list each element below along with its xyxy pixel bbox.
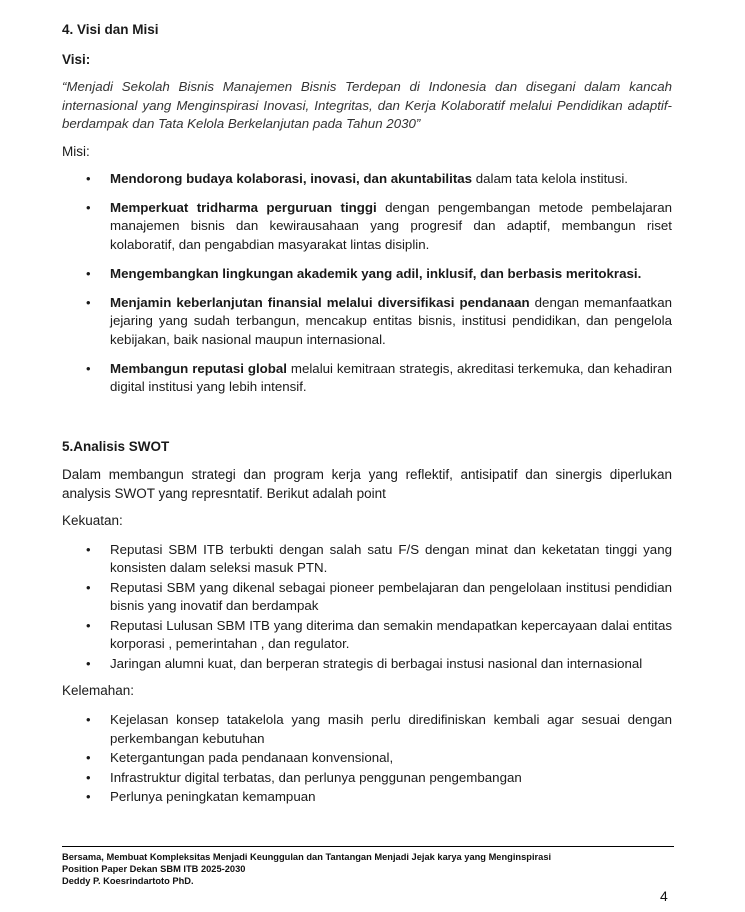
kekuatan-label: Kekuatan: — [62, 512, 123, 528]
visi-label: Visi: — [62, 52, 91, 67]
misi-item-bold: Mendorong budaya kolaborasi, inovasi, dan akuntabilitas — [110, 170, 473, 186]
kekuatan-list — [62, 541, 672, 674]
page-content — [62, 18, 672, 808]
bullet-icon: • — [86, 712, 91, 727]
bullet-icon: • — [86, 170, 91, 186]
misi-item — [62, 265, 672, 284]
misi-item-bold: Mengembangkan lingkungan akademik yang adil, inklusif, dan berbasis meritokrasi. — [110, 265, 642, 281]
kekuatan-item-text: Reputasi SBM yang dikenal sebagai pioneer pembelajaran dan pengelolaan institusi pendidian bisnis yang inovatif dan berdampak — [110, 579, 672, 613]
kelemahan-item-text: Kejelasan konsep tatakelola yang masih perlu diredifiniskan kembali agar sesuai dengan perkembangan kebutuhan — [110, 712, 672, 746]
bullet-icon: • — [86, 360, 91, 376]
kekuatan-item — [62, 579, 672, 616]
kelemahan-item — [62, 788, 672, 807]
bullet-icon: • — [86, 617, 91, 633]
footer-doc-title: Position Paper Dekan SBM ITB 2025-2030 — [62, 864, 246, 874]
kelemahan-item-text: Infrastruktur digital terbatas, dan perlunya penggunan pengembangan — [110, 769, 522, 785]
bullet-icon: • — [86, 265, 91, 281]
misi-item-bold: Memperkuat tridharma perguruan tinggi — [110, 199, 377, 215]
kelemahan-item-text: Ketergantungan pada pendanaan konvensional, — [110, 750, 394, 765]
misi-item — [62, 294, 672, 350]
page-number: 4 — [660, 888, 668, 904]
misi-item-bold: Membangun reputasi global — [110, 360, 287, 376]
bullet-icon: • — [86, 541, 91, 557]
kelemahan-item — [62, 711, 672, 748]
misi-item-bold: Menjamin keberlanjutan finansial melalui diversifikasi pendanaan — [110, 294, 530, 310]
kelemahan-item — [62, 769, 672, 788]
bullet-icon: • — [86, 750, 91, 765]
visi-statement: “Menjadi Sekolah Bisnis Manajemen Bisnis Terdepan di Indonesia dan disegani dalam kancah internasional yang Menginspirasi Inovasi, Integritas, dan Kerja Kolaboratif melalui Pendidikan adaptif-berdampak dan Tata Kelola Berkelanjutan pada Tahun 2030” — [62, 79, 672, 131]
misi-item-text: melalui kemitraan strategis, akreditasi terkemuka, dan kehadiran digital institusi yang lebih intensif. — [110, 360, 672, 394]
swot-intro: Dalam membangun strategi dan program kerja yang reflektif, antisipatif dan sinergis diperlukan analysis SWOT yang represntatif. Berikut adalah point — [62, 466, 672, 501]
misi-list — [62, 170, 672, 397]
kekuatan-item-text: Reputasi Lulusan SBM ITB yang diterima dan semakin mendapatkan kepercayaan dalai entitas korporasi , pemerintahan , dan regulator. — [110, 617, 672, 651]
bullet-icon: • — [86, 199, 91, 215]
bullet-icon: • — [86, 789, 91, 804]
bullet-icon: • — [86, 579, 91, 595]
section-5-title: 5.Analisis SWOT — [62, 438, 170, 454]
bullet-icon: • — [86, 655, 91, 671]
kekuatan-item-text: Reputasi SBM ITB terbukti dengan salah satu F/S dengan minat dan keketatan tinggi yang konsisten dalam seleksi masuk PTN. — [110, 541, 672, 575]
kelemahan-item — [62, 749, 672, 768]
bullet-icon: • — [86, 294, 91, 310]
footer-author: Deddy P. Koesrindartoto PhD. — [62, 876, 194, 886]
misi-item — [62, 360, 672, 397]
section-4-title: 4. Visi dan Misi — [62, 22, 159, 37]
footer-tagline: Bersama, Membuat Kompleksitas Menjadi Keunggulan dan Tantangan Menjadi Jejak karya yang Menginspirasi — [62, 852, 552, 862]
misi-item — [62, 199, 672, 255]
misi-label: Misi: — [62, 143, 90, 159]
kekuatan-item — [62, 655, 672, 674]
kelemahan-list — [62, 711, 672, 807]
footer — [62, 851, 674, 887]
kekuatan-item — [62, 617, 672, 654]
kelemahan-item-text: Perlunya peningkatan kemampuan — [110, 789, 316, 804]
misi-item-text: dengan pengembangan metode pembelajaran manajemen bisnis dan kewirausahaan yang progresif dan adaptif, membangun riset kolaboratif, dan pengabdian masyarakat lintas disiplin. — [110, 199, 672, 252]
misi-item-text: dengan memanfaatkan jejaring yang sudah terbangun, mencakup entitas bisnis, institusi pendidikan, dan pengelola kebijakan, baik nasional maupun internasional. — [110, 294, 673, 347]
misi-item-text: dalam tata kelola institusi. — [472, 170, 628, 186]
kekuatan-item — [62, 541, 672, 578]
bullet-icon: • — [86, 769, 91, 785]
kelemahan-label: Kelemahan: — [62, 683, 135, 698]
misi-item — [62, 170, 672, 189]
kekuatan-item-text: Jaringan alumni kuat, dan berperan strategis di berbagai instusi nasional dan internasional — [110, 655, 643, 671]
footer-divider — [62, 846, 674, 847]
